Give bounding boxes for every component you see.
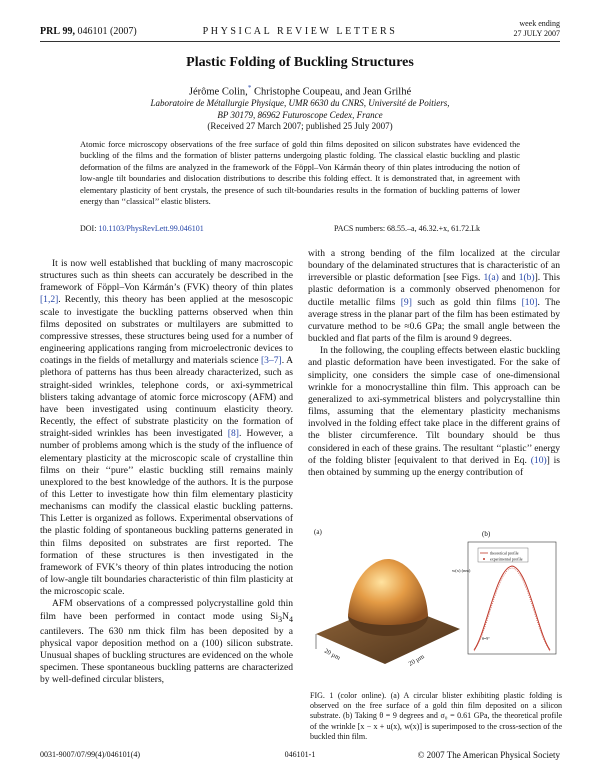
body-column-right [308,248,560,479]
article-number: 046101 (2007) [77,26,137,37]
pacs-numbers: PACS numbers: 68.55.–a, 46.32.+x, 61.72.Lk [334,224,480,233]
page-number: 046101-1 [284,750,316,759]
week-date: 27 JULY 2007 [513,29,560,38]
paragraph-coupling: In the following, the coupling effects between elastic buckling and plastic deformation have been investigated. For the sake of simplicity, one considers the simple case of one-dimensional wrinkle for a monocrystalline thin film. This approach can be generalized to axi-symmetrical blisters and polycrystalline thin films, assuming that the elementary plasticity mechanisms involved in the folding effect take place in the different grains of the blister circumference. Tilt boundary should be thus considered in each of these grains. The resultant ‘‘plastic’’ energy of the folding blister [equivalent to that derived in Eq. (10)] is then obtained by summing up the energy contribution of [308,345,560,478]
equation-link[interactable]: (10) [530,454,547,466]
author-rest: Christophe Coupeau, and Jean Grilhé [251,86,412,98]
doi-link[interactable]: 10.1103/PhysRevLett.99.046101 [98,224,204,233]
author-first: Jérôme Colin, [188,86,248,98]
issue-date [514,19,560,39]
paragraph-intro: It is now well established that buckling of many macroscopic structures such as thin sheets can accurately be described in the framework of Föppl–Von Kármán’s (FVK) theory of thin plates [1,2]. Recently, this theory has been applied at the mesoscopic scale to investigate the buckling patterns observed when thin films deposited on substrates or multilayers are submitted to compressive stresses, these structures being used for a number of engineering applications ranging from microelectronic devices to coatings in the fields of metallurgy and materials science [3–7]. A plethora of patterns has thus been already characterized, such as straight-sided wrinkles, telephone cords, or axi-symmetrical blisters taking advantage of atomic force microscopy (AFM) and have been investigated using continuum elasticity theory. Recently, the effect of substrate plasticity on the formation of straight-sided wrinkles has been investigated [8]. However, a number of problems among which is the study of the influence of elementary plasticity at the microscopic scale of crystalline thin films on their ‘‘pure’’ elastic buckling still remains mainly unexplored to the best knowledge of the authors. It is the purpose of this Letter to investigate how thin film elementary plasticity mechanisms can modify the classical elastic buckling patterns. This Letter is organized as follows. Experimental observations of the plastic folding of spontaneous buckling patterns generated in thin films deposited on substrates are first reported. The formation of these structures is then investigated in the framework of FVK’s theory of thin plates introducing the notion of low-angle tilt boundaries characteristic of thin film plasticity at the microscopic scale. [40,258,293,598]
figure-1-graphic [310,524,560,684]
body-column-left [40,258,293,686]
citation-link[interactable]: [9] [400,296,412,308]
footer-code: 0031-9007/07/99(4)/046101(4) [40,750,140,759]
affiliation [0,98,600,121]
received-dates: (Received 27 March 2007; published 25 July 2007) [207,121,393,131]
abstract: Atomic force microscopy observations of the free surface of gold thin films deposited on silicon substrates have evidenced the buckling of the films and the formation of blister patterns undergoing plastic folding. The classical elastic buckling and plastic deformation of the films are analyzed in the framework of the Föppl–Von Kármán theory of thin plates introducing the notion of low-angle tilt boundaries and dislocation distributions to describe this folding effect. It is demonstrated that, in agreement with elementary plasticity of bent crystals, the presence of such tilt-boundaries results in the formation of buckling patterns of lower energy than ‘‘classical’’ elastic blisters. [80,140,520,207]
citation-link[interactable]: [10] [521,296,538,308]
angle-annotation: θ=9° [482,636,490,641]
author-list [0,84,600,98]
header-rule [40,41,560,42]
citation-link[interactable]: [8] [227,428,239,440]
legend-swatch-exp [483,558,485,560]
scale-label-y: 20 µm [407,653,426,668]
panel-b-label: (b) [482,530,491,538]
legend-theory: theoretical profile [490,550,519,556]
journal-banner: PHYSICAL REVIEW LETTERS [202,26,398,37]
figure-1 [310,524,560,684]
doi-label: DOI: [80,224,97,233]
paragraph-afm: AFM observations of a compressed polycrystalline gold thin film have been performed in contact mode using $Si_3N_4$ cantilevers. The 630 nm thick film has been deposited by a physical vapor deposition method on a (100) silicon substrate. Unusual shapes of buckling structures are evidenced on the whole specimen. These spontaneous buckling patterns are characterized by well-defined circular blisters, [40,598,293,686]
legend-exp: experimental profile [490,556,523,562]
journal-name: PRL [40,26,60,37]
caption-text: (a) A circular blister exhibiting plastic folding is observed on the free surface of a gold thin film deposited on a silicon substrate. (b) Taking θ = 9 degrees and σ₀ = 0.61 GPa, the theoretical profile of the wrinkle [x − x + u(x), w(x)] is superimposed to the cross-section of the buckled thin film. [310,691,562,741]
citation-link[interactable]: [3–7] [261,355,282,367]
corresponding-author-link[interactable]: * [247,84,252,92]
figure-1-caption [310,691,562,742]
blister-dome [348,559,428,625]
paper-title: Plastic Folding of Buckling Structures [186,55,414,70]
week-label: week ending [519,19,560,28]
doi-line [80,224,204,233]
affiliation-line-1: Laboratoire de Métallurgie Physique, UMR 6630 du CNRS, Université de Poitiers, [150,98,450,108]
affiliation-line-2: BP 30179, 86962 Futuroscope Cedex, France [217,109,383,120]
plot-ylabel: w(x) (nm) [452,568,471,573]
panel-a-label: (a) [314,528,322,536]
citation-link[interactable]: [1,2] [40,294,59,306]
paragraph-continued: with a strong bending of the film localized at the circular boundary of the delaminated structures that is characteristic of an irreversible or plastic deformation [see Figs. 1(a) and 1(b)]. This plastic deformation is a commonly observed phenomenon for ductile metallic films [9] such as gold thin films [10]. The average stress in the planar part of the film has been estimated by curvature method to be ≈0.6 GPa; the small angle between the buckled and flat parts of the film is around 9 degrees. [308,248,561,345]
copyright: © 2007 The American Physical Society [417,750,560,760]
figure-link[interactable]: 1(a) [483,272,499,284]
scale-label-x: 20 µm [323,647,342,662]
journal-volume: 99, [62,26,75,37]
figure-link[interactable]: 1(b) [518,272,535,284]
caption-label: FIG. 1 (color online). [310,691,387,700]
